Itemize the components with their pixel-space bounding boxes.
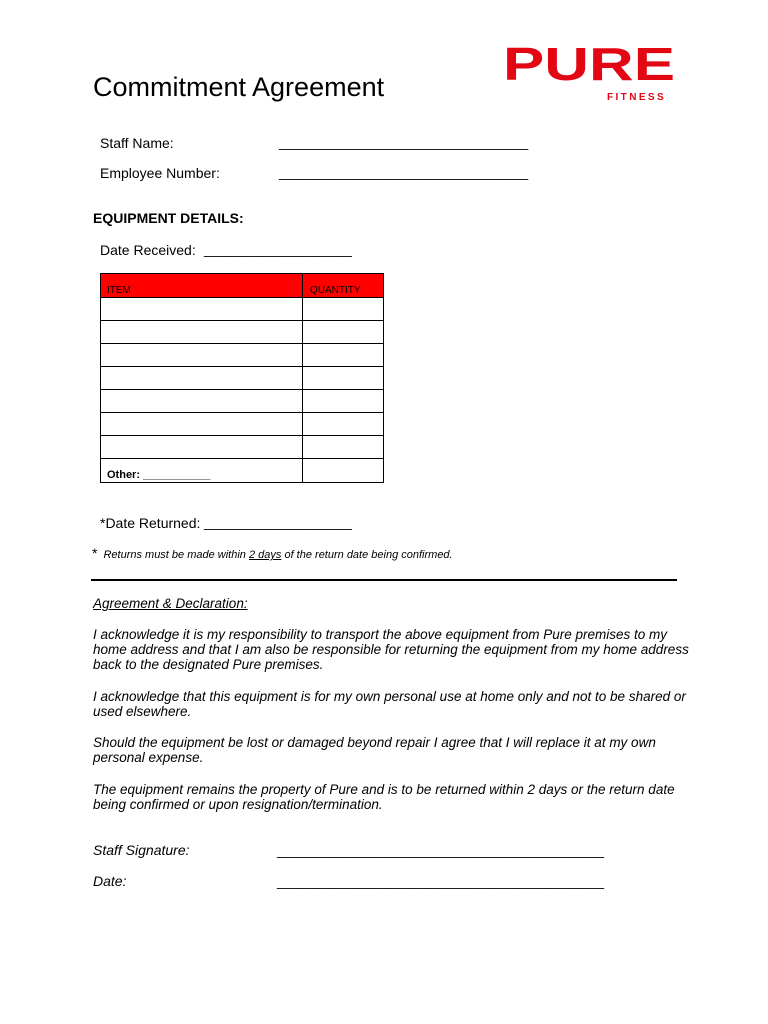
table-row [101,413,384,436]
other-item-cell[interactable]: Other: ___________ [101,459,303,483]
staff-signature-label: Staff Signature: [93,842,190,858]
equipment-table-header [101,274,384,298]
item-cell[interactable] [101,298,303,321]
agreement-paragraph: I acknowledge that this equipment is for my own personal use at home only and not to be shared or used elsewhere. [93,689,686,719]
note-text-after: of the return date being confirmed. [281,549,453,561]
table-row [101,390,384,413]
date-label: Date: [93,873,127,889]
item-cell[interactable] [101,413,303,436]
agreement-heading: Agreement & Declaration: [93,596,248,611]
note-asterisk: * [92,545,98,561]
quantity-column-header: QUANTITY [303,274,384,298]
quantity-cell[interactable] [303,390,384,413]
table-row [101,367,384,390]
item-column-header: ITEM [101,274,303,298]
date-received-field[interactable]: ___________________ [204,241,352,257]
item-cell[interactable] [101,321,303,344]
quantity-cell[interactable] [303,344,384,367]
logo-sub-text: FITNESS [607,92,667,102]
quantity-cell[interactable] [303,413,384,436]
item-cell[interactable] [101,367,303,390]
equipment-details-heading: EQUIPMENT DETAILS: [93,210,244,226]
date-returned-field[interactable]: ___________________ [204,514,352,530]
date-field[interactable]: __________________________________________ [277,873,605,889]
date-received-label: Date Received: [100,242,196,258]
agreement-paragraph: The equipment remains the property of Pure and is to be returned within 2 days or the return date being confirmed or upon resignation/termination. [93,782,675,812]
quantity-cell[interactable] [303,459,384,483]
staff-name-field[interactable]: ________________________________ [279,134,529,150]
quantity-cell[interactable] [303,367,384,390]
staff-signature-field[interactable]: __________________________________________ [277,842,605,858]
quantity-cell[interactable] [303,298,384,321]
date-returned-label: *Date Returned: [100,515,201,531]
note-text-underlined: 2 days [248,549,282,561]
quantity-cell[interactable] [303,436,384,459]
employee-number-label: Employee Number: [100,165,220,181]
logo-main-text: PURE [503,44,675,90]
item-cell[interactable] [101,344,303,367]
agreement-paragraph: Should the equipment be lost or damaged beyond repair I agree that I will replace it at my own personal expense. [93,735,656,765]
pure-fitness-logo [503,44,677,102]
item-cell[interactable] [101,436,303,459]
equipment-table [100,273,384,483]
agreement-paragraph: I acknowledge it is my responsibility to transport the above equipment from Pure premises to my home address and that I am also be responsible for returning the equipment from my home address back to the designated Pure premises. [93,627,689,672]
table-row [101,298,384,321]
table-row [101,344,384,367]
table-row [101,321,384,344]
returns-note [92,545,453,561]
table-row-other [101,459,384,483]
staff-name-label: Staff Name: [100,135,174,151]
table-row [101,436,384,459]
employee-number-field[interactable]: ________________________________ [279,164,529,180]
quantity-cell[interactable] [303,321,384,344]
item-cell[interactable] [101,390,303,413]
page-title: Commitment Agreement [93,72,385,102]
note-text-before: Returns must be made within [103,549,249,561]
section-divider [91,579,677,581]
